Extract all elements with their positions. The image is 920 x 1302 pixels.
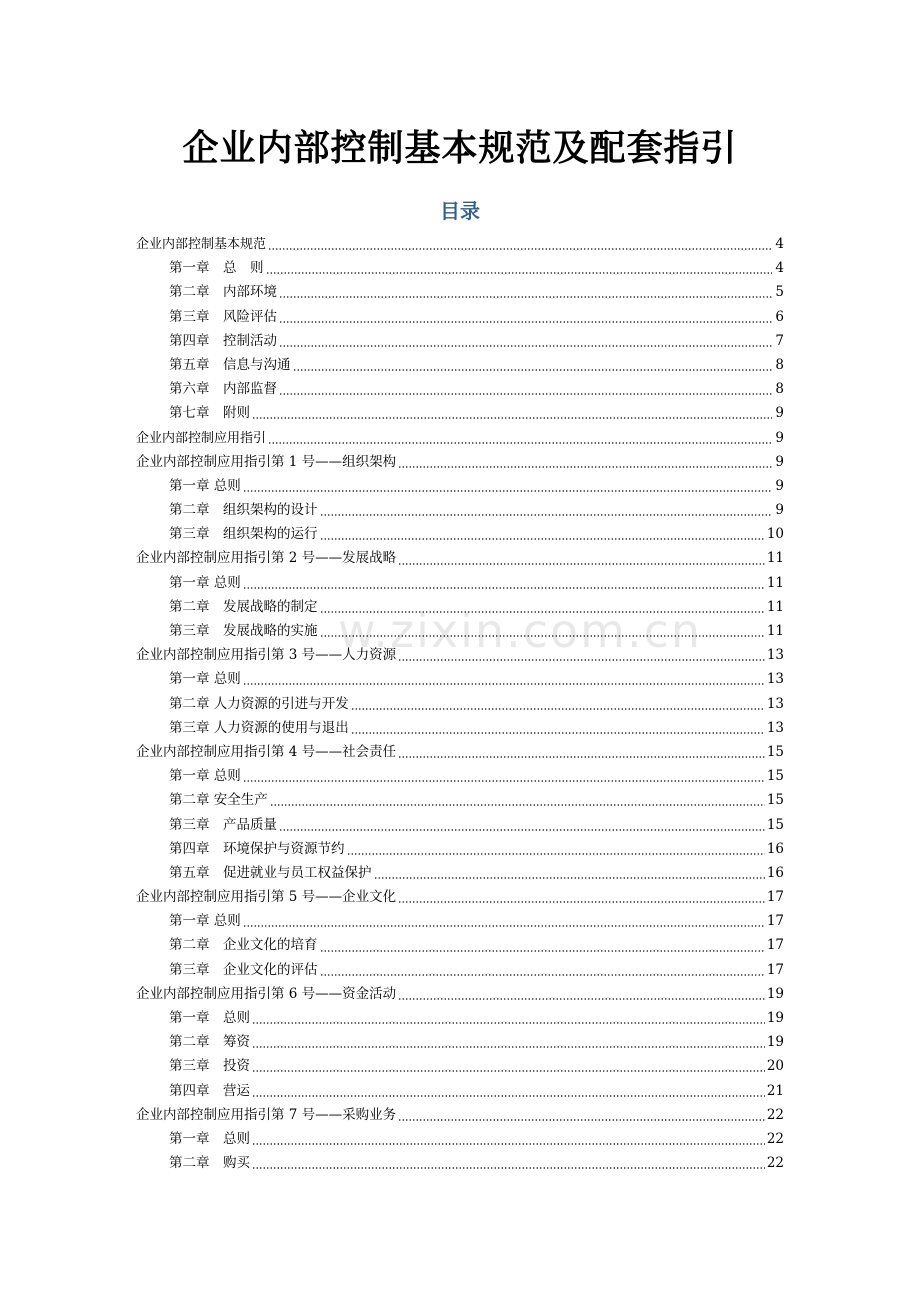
dot-leader bbox=[279, 331, 772, 351]
toc-entry-page: 11 bbox=[766, 574, 784, 591]
toc-entry-title: 第一章 总则 bbox=[169, 913, 241, 930]
toc-entry[interactable] bbox=[136, 692, 784, 716]
toc-entry-title: 第二章 企业文化的培育 bbox=[169, 937, 318, 954]
toc-entry-title: 企业内部控制应用指引第 6 号——资金活动 bbox=[136, 985, 397, 1002]
dot-leader bbox=[320, 500, 773, 520]
dot-leader bbox=[252, 1056, 765, 1076]
toc-entry-title: 第六章 内部监督 bbox=[169, 381, 277, 398]
toc-entry-page: 16 bbox=[766, 840, 784, 857]
dot-leader bbox=[252, 1081, 765, 1101]
toc-entry-title: 第四章 控制活动 bbox=[169, 332, 277, 349]
toc-entry-page: 17 bbox=[766, 937, 784, 954]
toc-entry-page: 17 bbox=[766, 889, 784, 906]
toc-entry[interactable] bbox=[136, 909, 784, 933]
toc-entry-page: 11 bbox=[766, 550, 784, 567]
dot-leader bbox=[243, 476, 772, 496]
dot-leader bbox=[398, 1105, 765, 1125]
toc-entry-page: 16 bbox=[766, 864, 784, 881]
toc-entry-title: 第三章 风险评估 bbox=[169, 308, 277, 325]
toc-entry-page: 6 bbox=[775, 308, 784, 325]
toc-entry-page: 13 bbox=[766, 719, 784, 736]
toc-entry[interactable] bbox=[136, 837, 784, 861]
toc-entry[interactable] bbox=[136, 982, 784, 1006]
dot-leader bbox=[268, 428, 772, 448]
toc-entry-title: 第一章 总则 bbox=[169, 671, 241, 688]
toc-entry-title: 第二章 人力资源的引进与开发 bbox=[169, 695, 349, 712]
toc-entry-page: 19 bbox=[766, 1010, 784, 1026]
toc-entry-title: 第五章 促进就业与员工权益保护 bbox=[169, 864, 372, 881]
toc-entry[interactable] bbox=[136, 546, 784, 570]
dot-leader bbox=[279, 282, 772, 302]
toc-entry-page: 20 bbox=[766, 1058, 784, 1075]
dot-leader bbox=[270, 790, 765, 810]
toc-entry-page: 9 bbox=[775, 453, 784, 470]
toc-entry-title: 第五章 信息与沟通 bbox=[169, 356, 291, 373]
dot-leader bbox=[293, 355, 773, 375]
dot-leader bbox=[398, 887, 765, 907]
toc-entry[interactable] bbox=[136, 1127, 784, 1151]
toc-entry[interactable] bbox=[136, 401, 784, 425]
toc-entry[interactable] bbox=[136, 619, 784, 643]
toc-entry-title: 第一章 总则 bbox=[169, 1130, 250, 1147]
toc-entry-title: 企业内部控制应用指引第 3 号——人力资源 bbox=[136, 647, 397, 664]
dot-leader bbox=[266, 258, 773, 278]
toc-entry-title: 第二章 筹资 bbox=[169, 1034, 250, 1051]
toc-entry-page: 11 bbox=[766, 598, 784, 615]
dot-leader bbox=[398, 742, 765, 762]
toc-entry-title: 第三章 企业文化的评估 bbox=[169, 961, 318, 978]
toc-entry-title: 第四章 环境保护与资源节约 bbox=[169, 840, 345, 857]
toc-entry-title: 第一章 总 则 bbox=[169, 260, 264, 277]
toc-entry-page: 21 bbox=[766, 1082, 784, 1099]
toc-entry-page: 15 bbox=[766, 816, 784, 833]
toc-entry[interactable] bbox=[136, 1030, 784, 1054]
toc-entry-page: 11 bbox=[766, 623, 784, 639]
toc-entry[interactable] bbox=[136, 280, 784, 304]
toc-entry-title: 企业内部控制应用指引第 4 号——社会责任 bbox=[136, 743, 397, 760]
toc-entry-title: 第一章 总则 bbox=[169, 477, 241, 494]
toc-entry-title: 第三章 投资 bbox=[169, 1058, 250, 1075]
dot-leader bbox=[243, 911, 765, 931]
dot-leader bbox=[279, 307, 772, 327]
toc-entry-title: 企业内部控制应用指引第 2 号——发展战略 bbox=[136, 550, 397, 567]
toc-entry-title: 企业内部控制基本规范 bbox=[136, 237, 267, 252]
dot-leader bbox=[279, 815, 765, 835]
toc-entry[interactable] bbox=[136, 232, 784, 256]
toc-entry-title: 第一章 总则 bbox=[169, 1010, 250, 1026]
dot-leader bbox=[320, 597, 765, 617]
toc-entry-title: 第三章 发展战略的实施 bbox=[169, 623, 318, 639]
toc-entry-page: 9 bbox=[775, 477, 784, 494]
toc-entry[interactable] bbox=[136, 1006, 784, 1030]
toc-entry-title: 第二章 安全生产 bbox=[169, 792, 268, 809]
toc-entry-page: 17 bbox=[766, 961, 784, 978]
toc-entry[interactable] bbox=[136, 740, 784, 764]
toc-entry-page: 22 bbox=[766, 1106, 784, 1123]
toc-entry[interactable] bbox=[136, 861, 784, 885]
toc-entry-title: 企业内部控制应用指引第 7 号——采购业务 bbox=[136, 1106, 397, 1123]
toc-heading: 目录 bbox=[440, 199, 480, 223]
dot-leader bbox=[320, 621, 765, 641]
dot-leader bbox=[374, 863, 765, 883]
toc-entry-page: 13 bbox=[766, 671, 784, 688]
toc-entry-page: 17 bbox=[766, 913, 784, 930]
toc-entry-page: 7 bbox=[775, 332, 784, 349]
toc-entry[interactable] bbox=[136, 498, 784, 522]
dot-leader bbox=[398, 549, 765, 569]
dot-leader bbox=[320, 524, 765, 544]
dot-leader bbox=[279, 379, 772, 399]
toc-entry-title: 第二章 发展战略的制定 bbox=[169, 598, 318, 615]
toc-entry-page: 22 bbox=[766, 1155, 784, 1172]
toc-entry[interactable] bbox=[136, 329, 784, 353]
toc-entry[interactable] bbox=[136, 1103, 784, 1127]
toc-entry-title: 第一章 总则 bbox=[169, 574, 241, 591]
toc-entry[interactable] bbox=[136, 256, 784, 280]
dot-leader bbox=[398, 452, 772, 472]
toc-entry-page: 5 bbox=[775, 284, 784, 301]
toc-entry[interactable] bbox=[136, 474, 784, 498]
toc-entry-title: 第三章 组织架构的运行 bbox=[169, 526, 318, 543]
toc-entry[interactable] bbox=[136, 958, 784, 982]
dot-leader bbox=[252, 1008, 765, 1028]
toc-entry-page: 13 bbox=[766, 647, 784, 664]
dot-leader bbox=[347, 839, 765, 859]
toc-entry-page: 19 bbox=[766, 1034, 784, 1051]
toc-entry-title: 第七章 附则 bbox=[169, 405, 250, 422]
table-of-contents bbox=[136, 232, 784, 1175]
toc-entry[interactable] bbox=[136, 377, 784, 401]
toc-entry[interactable] bbox=[136, 1079, 784, 1103]
toc-entry-title: 第二章 组织架构的设计 bbox=[169, 502, 318, 519]
toc-entry-page: 9 bbox=[775, 405, 784, 422]
toc-entry[interactable] bbox=[136, 667, 784, 691]
dot-leader bbox=[252, 1153, 765, 1173]
toc-entry[interactable] bbox=[136, 595, 784, 619]
dot-leader bbox=[243, 766, 765, 786]
toc-entry-page: 9 bbox=[775, 502, 784, 519]
dot-leader bbox=[243, 669, 765, 689]
toc-entry-page: 8 bbox=[775, 356, 784, 373]
dot-leader bbox=[398, 645, 765, 665]
toc-entry-title: 第二章 购买 bbox=[169, 1155, 250, 1172]
toc-entry[interactable] bbox=[136, 716, 784, 740]
toc-entry-title: 第二章 内部环境 bbox=[169, 284, 277, 301]
dot-leader bbox=[351, 694, 765, 714]
toc-entry[interactable] bbox=[136, 353, 784, 377]
toc-entry[interactable] bbox=[136, 1054, 784, 1078]
toc-entry-title: 企业内部控制应用指引第 5 号——企业文化 bbox=[136, 889, 397, 906]
toc-entry-page: 10 bbox=[766, 526, 784, 543]
dot-leader bbox=[268, 234, 772, 254]
toc-entry-title: 第三章 人力资源的使用与退出 bbox=[169, 719, 349, 736]
toc-entry[interactable] bbox=[136, 764, 784, 788]
toc-entry[interactable] bbox=[136, 571, 784, 595]
toc-entry-title: 企业内部控制应用指引第 1 号——组织架构 bbox=[136, 453, 397, 470]
toc-entry-page: 9 bbox=[775, 429, 784, 446]
toc-entry[interactable] bbox=[136, 885, 784, 909]
toc-entry-page: 19 bbox=[766, 985, 784, 1002]
document-title: 企业内部控制基本规范及配套指引 bbox=[182, 128, 738, 169]
dot-leader bbox=[320, 960, 765, 980]
toc-entry[interactable] bbox=[136, 788, 784, 812]
dot-leader bbox=[252, 1032, 765, 1052]
toc-entry-page: 4 bbox=[775, 236, 784, 252]
toc-entry[interactable] bbox=[136, 305, 784, 329]
dot-leader bbox=[252, 1129, 765, 1149]
dot-leader bbox=[252, 403, 772, 423]
toc-entry-page: 8 bbox=[775, 381, 784, 398]
toc-entry-page: 15 bbox=[766, 768, 784, 785]
toc-entry-page: 15 bbox=[766, 743, 784, 760]
toc-entry[interactable] bbox=[136, 450, 784, 474]
dot-leader bbox=[320, 936, 765, 956]
toc-entry-page: 4 bbox=[775, 260, 784, 277]
toc-entry[interactable] bbox=[136, 813, 784, 837]
toc-entry[interactable] bbox=[136, 643, 784, 667]
dot-leader bbox=[351, 718, 765, 738]
toc-entry[interactable] bbox=[136, 1151, 784, 1175]
dot-leader bbox=[243, 573, 765, 593]
toc-entry-page: 13 bbox=[766, 695, 784, 712]
toc-entry-title: 第三章 产品质量 bbox=[169, 816, 277, 833]
dot-leader bbox=[398, 984, 765, 1004]
toc-entry-title: 企业内部控制应用指引 bbox=[136, 430, 267, 446]
toc-entry[interactable] bbox=[136, 522, 784, 546]
toc-entry-page: 15 bbox=[766, 792, 784, 809]
toc-entry[interactable] bbox=[136, 933, 784, 957]
toc-entry-page: 22 bbox=[766, 1130, 784, 1147]
toc-entry-title: 第四章 营运 bbox=[169, 1082, 250, 1099]
toc-entry[interactable] bbox=[136, 426, 784, 450]
toc-entry-title: 第一章 总则 bbox=[169, 768, 241, 785]
